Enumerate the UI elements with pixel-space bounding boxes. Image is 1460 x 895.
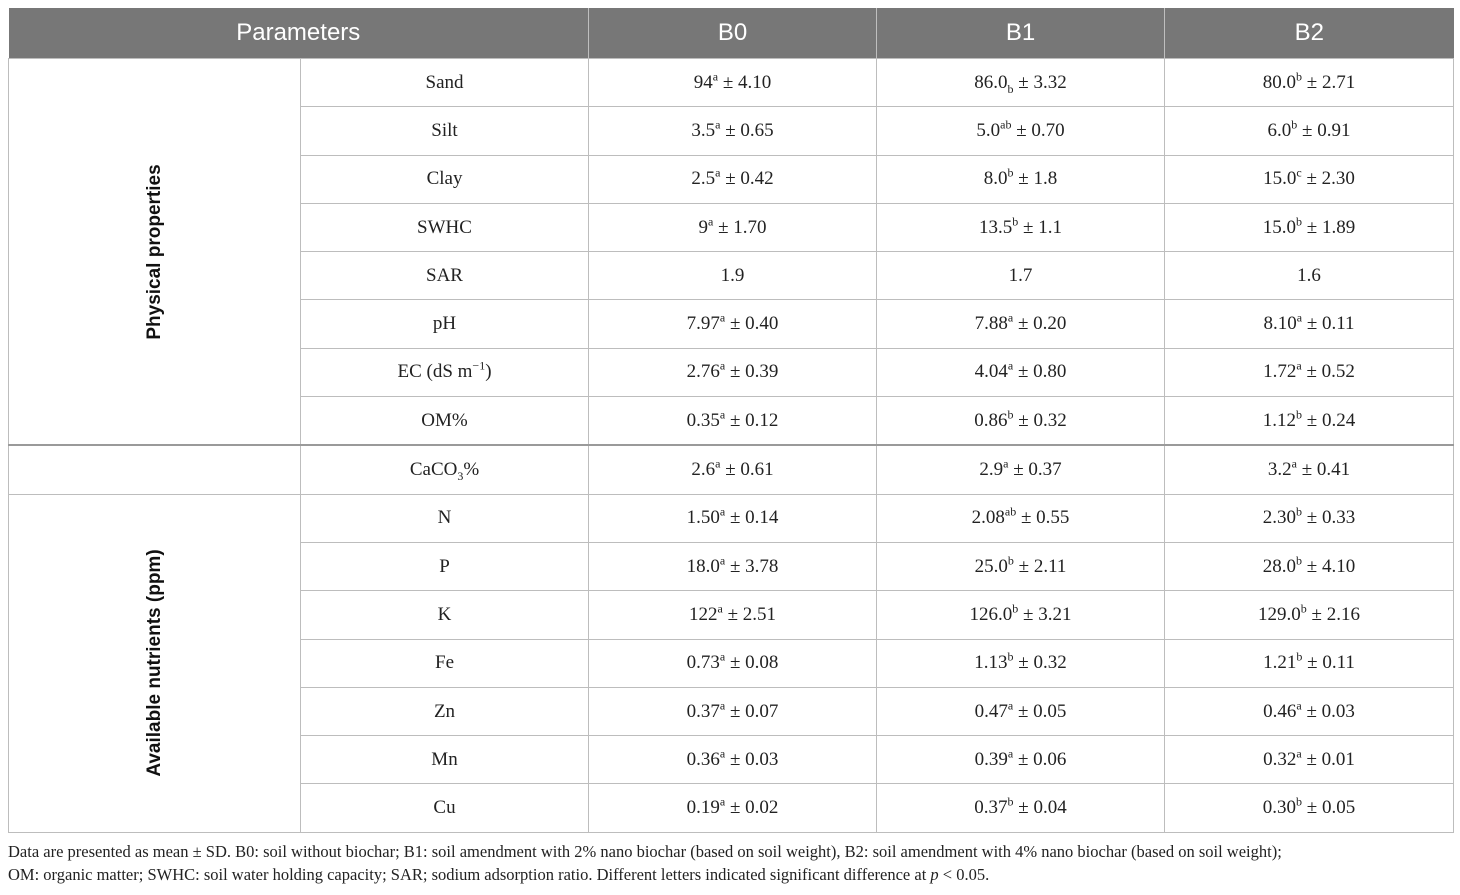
b1-cell: 2.9$^a$ ± 0.37: [877, 445, 1165, 494]
b0-cell: 0.73$^a$ ± 0.08: [589, 639, 877, 687]
param-cell: K: [301, 591, 589, 639]
param-cell: SWHC: [301, 203, 589, 251]
param-cell: Mn: [301, 736, 589, 784]
param-cell: EC (dS $m^{-1}$): [301, 348, 589, 396]
b2-cell: 3.2$^a$ ± 0.41: [1165, 445, 1454, 494]
b0-cell: $9^a \pm 1.70$: [589, 203, 877, 251]
b0-cell: 1.50$^a$ ± 0.14: [589, 494, 877, 542]
footnote-line-2: OM: organic matter; SWHC: soil water holding capacity; SAR; sodium adsorption ratio. Different letters indicated significant difference at p < 0.05.: [8, 865, 990, 884]
param-cell: Clay: [301, 155, 589, 203]
header-parameters: Parameters: [9, 8, 589, 59]
group-label-physical: Physical properties: [143, 164, 165, 340]
b0-cell: 7.97$^a$ ± 0.40: [589, 300, 877, 348]
b2-cell: 1.6: [1165, 252, 1454, 300]
footnote-line-1: Data are presented as mean ± SD. B0: soil without biochar; B1: soil amendment with 2% nano biochar (based on soil weight), B2: soil amendment with 4% nano biochar (based on soil weight);: [8, 842, 1282, 861]
b2-cell: 0.30$^b$ ± 0.05: [1165, 784, 1454, 832]
empty-group-cell: [9, 445, 301, 494]
param-cell: Silt: [301, 107, 589, 155]
param-cell: P: [301, 542, 589, 590]
b2-cell: 1.72$^a$ ± 0.52: [1165, 348, 1454, 396]
b1-cell: 1.13$^b$ ± 0.32: [877, 639, 1165, 687]
table-row: [9, 445, 1454, 494]
table-footnote: [8, 840, 1453, 886]
group-cell-nutrients: [9, 494, 301, 832]
param-cell: Cu: [301, 784, 589, 832]
b0-cell: 2.6$^a$ ± 0.61: [589, 445, 877, 494]
header-b1: B1: [877, 8, 1165, 59]
b2-cell: 6.0$^b$ ± 0.91: [1165, 107, 1454, 155]
b1-cell: 0.86$^b$ ± 0.32: [877, 397, 1165, 446]
header-b0: B0: [589, 8, 877, 59]
b0-cell: 1.9: [589, 252, 877, 300]
group-cell-physical: [9, 59, 301, 446]
table-container: [8, 8, 1453, 833]
param-cell: Fe: [301, 639, 589, 687]
b0-cell: 0.37$^a$ ± 0.07: [589, 687, 877, 735]
b2-cell: 28.0$^b$ ± 4.10: [1165, 542, 1454, 590]
param-cell: OM%: [301, 397, 589, 446]
param-cell: pH: [301, 300, 589, 348]
b0-cell: 2.76$^a$ ± 0.39: [589, 348, 877, 396]
b1-cell: 1.7: [877, 252, 1165, 300]
b2-cell: 0.32$^a$ ± 0.01: [1165, 736, 1454, 784]
b0-cell: 0.36$^a$ ± 0.03: [589, 736, 877, 784]
b1-cell: 7.88$^a$ ± 0.20: [877, 300, 1165, 348]
b1-cell: 126.0$^b$ ± 3.21: [877, 591, 1165, 639]
table-row: [9, 494, 1454, 542]
b0-cell: 2.5$^a$ ± 0.42: [589, 155, 877, 203]
b2-cell: 2.30$^b$ ± 0.33: [1165, 494, 1454, 542]
b1-cell: 5.0$^{ab}$ ± 0.70: [877, 107, 1165, 155]
b1-cell: 2.08$^{ab}$ ± 0.55: [877, 494, 1165, 542]
b1-cell: 0.37$^b$ ± 0.04: [877, 784, 1165, 832]
table-header-row: [9, 8, 1454, 59]
b2-cell: 1.21$^b$ ± 0.11: [1165, 639, 1454, 687]
param-cell: Sand: [301, 59, 589, 107]
param-cell: N: [301, 494, 589, 542]
b0-cell: $122^a \pm 2.51$: [589, 591, 877, 639]
group-label-nutrients: Available nutrients (ppm): [143, 549, 165, 777]
table-row: [9, 59, 1454, 107]
b2-cell: 80.0$^b$ ± 2.71: [1165, 59, 1454, 107]
b1-cell: 0.39$^a$ ± 0.06: [877, 736, 1165, 784]
b0-cell: 0.35$^a$ ± 0.12: [589, 397, 877, 446]
b1-cell: 0.47$^a$ ± 0.05: [877, 687, 1165, 735]
data-table: [8, 8, 1454, 833]
b0-cell: $94^a \pm 4.10$: [589, 59, 877, 107]
b2-cell: 129.0$^b$ ± 2.16: [1165, 591, 1454, 639]
b1-cell: 25.0$^b$ ± 2.11: [877, 542, 1165, 590]
b1-cell: 4.04$^a$ ± 0.80: [877, 348, 1165, 396]
param-cell: CaCO$_3$%: [301, 445, 589, 494]
header-b2: B2: [1165, 8, 1454, 59]
b2-cell: 8.10$^a$ ± 0.11: [1165, 300, 1454, 348]
b1-cell: 13.5$^b$ ± 1.1: [877, 203, 1165, 251]
b2-cell: 1.12$^b$ ± 0.24: [1165, 397, 1454, 446]
b0-cell: 3.5$^a$ ± 0.65: [589, 107, 877, 155]
b2-cell: 15.0$^b$ ± 1.89: [1165, 203, 1454, 251]
b2-cell: 15.0$^c$ ± 2.30: [1165, 155, 1454, 203]
b1-cell: 8.0$^b$ ± 1.8: [877, 155, 1165, 203]
param-cell: Zn: [301, 687, 589, 735]
b0-cell: 0.19$^a$ ± 0.02: [589, 784, 877, 832]
b2-cell: 0.46$^a$ ± 0.03: [1165, 687, 1454, 735]
b1-cell: $86.0_b \pm 3.32$: [877, 59, 1165, 107]
param-cell: SAR: [301, 252, 589, 300]
b0-cell: 18.0$^a$ ± 3.78: [589, 542, 877, 590]
